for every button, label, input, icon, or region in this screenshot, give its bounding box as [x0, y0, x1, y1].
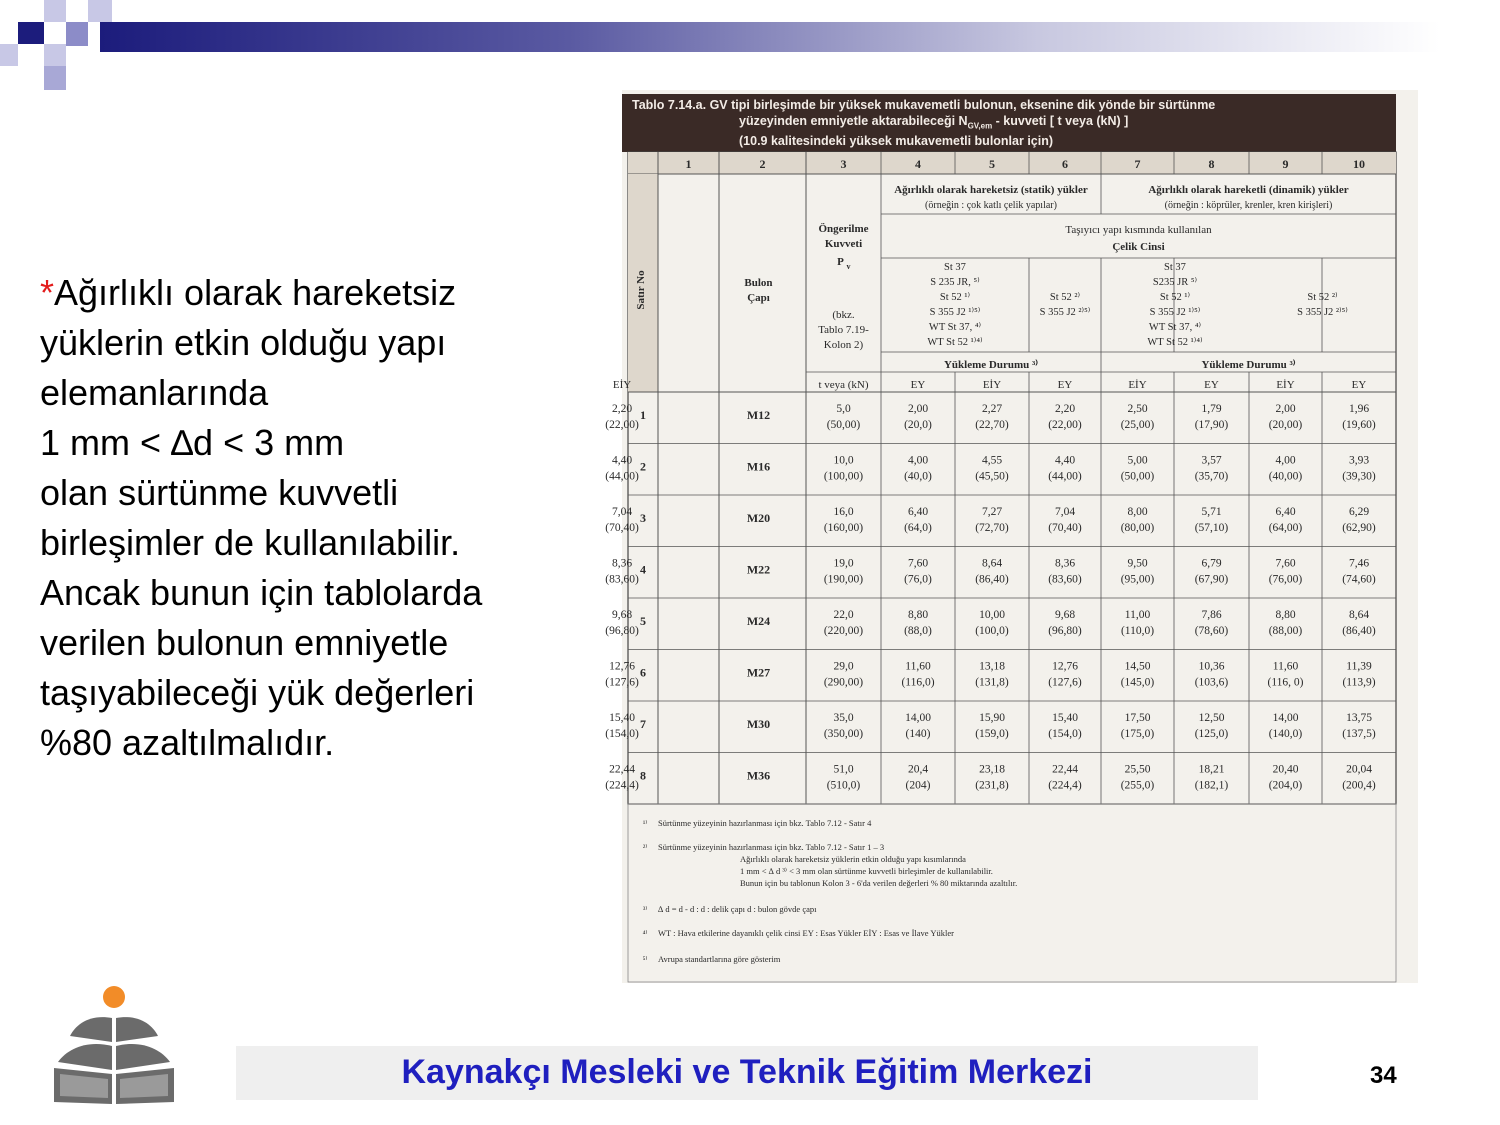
cell-value: 10,00 [979, 609, 1005, 621]
deco-square-light-4 [44, 44, 66, 66]
row-number: 4 [640, 562, 646, 577]
cell-value: 6,40 [907, 506, 929, 518]
cell-value: 3,93 [1348, 454, 1370, 467]
cell-value: 14,00 [905, 712, 931, 724]
cell-value: 4,00 [907, 454, 929, 467]
cell-value-kn: (25,00) [1120, 419, 1155, 431]
yukleme-durumu-dynamic: Yükleme Durumu ³⁾ [1201, 359, 1296, 371]
load-case-label: EY [910, 379, 926, 391]
scanned-table-image [605, 90, 1418, 983]
cell-value-kn: (83,60) [1048, 573, 1082, 586]
cell-value-kn: (88,0) [904, 625, 932, 637]
cell-value: 7,27 [981, 506, 1003, 518]
cell-value: 22,44 [1052, 763, 1078, 776]
cell-value: 2,00 [907, 403, 929, 415]
cell-value: 19,0 [833, 557, 854, 570]
cell-value: 8,00 [1127, 506, 1148, 518]
body-line-7: Ancak bunun için tablolarda [40, 572, 483, 613]
cell-value-kn: (95,00) [1120, 573, 1155, 586]
ongerilme-subscript: v [846, 262, 851, 271]
bolt-size: M30 [746, 717, 771, 731]
steel-grade-static-a: WT St 37, ⁴⁾ [928, 322, 982, 333]
cell-value-kn: (113,9) [1342, 676, 1376, 689]
cell-value: 4,40 [611, 454, 633, 467]
static-group-title: Ağırlıklı olarak hareketsiz (statik) yükler [894, 184, 1088, 196]
cell-value-kn: (22,00) [1048, 419, 1082, 431]
cell-value: 5,00 [1127, 454, 1148, 467]
cell-value-kn: (224,4) [605, 779, 639, 792]
steel-grade-static-b: St 52 ²⁾ [1049, 292, 1081, 303]
cell-value-kn: (20,0) [904, 419, 932, 431]
cell-value: 5,0 [836, 403, 851, 415]
column-number-label: 2 [759, 157, 766, 171]
cell-value: 12,76 [609, 660, 635, 673]
deco-square-mid [66, 22, 88, 46]
cell-value: 25,50 [1124, 763, 1151, 776]
footnote-text: 1 mm < ∆ d ³⁾ < 3 mm olan sürtünme kuvvetli birleşimler de kullanılabilir. [740, 866, 993, 876]
cell-value: 12,50 [1198, 712, 1225, 724]
cell-value: 15,40 [1052, 712, 1078, 724]
footnote-mark: ⁴⁾ [642, 929, 648, 938]
cell-value-kn: (88,00) [1268, 625, 1303, 637]
bolt-size: M27 [746, 665, 771, 680]
cell-value: 14,50 [1124, 660, 1151, 673]
cell-value-kn: (160,00) [823, 522, 864, 534]
bolt-size: M22 [746, 562, 771, 577]
cell-value-kn: (72,70) [975, 522, 1009, 534]
cell-value: 23,18 [979, 763, 1005, 776]
cell-value-kn: (100,0) [975, 625, 1009, 637]
cell-value-kn: (255,0) [1120, 779, 1155, 792]
cell-value: 9,50 [1127, 557, 1148, 570]
bulon-capi-label: Çapı [747, 292, 770, 304]
cell-value: 51,0 [833, 763, 854, 776]
cell-value-kn: (50,00) [826, 419, 861, 431]
footnote-mark: ¹⁾ [642, 819, 648, 828]
cell-value-kn: (175,0) [1120, 728, 1155, 740]
cell-value: 8,36 [1054, 557, 1076, 570]
deco-square-light-1 [44, 0, 66, 22]
body-line-4: 1 mm < ∆d < 3 mm [40, 422, 345, 463]
cell-value-kn: (190,00) [823, 573, 864, 586]
cell-value-kn: (20,00) [1268, 419, 1303, 431]
load-case-label: EY [1351, 379, 1367, 391]
cell-value-kn: (83,60) [605, 573, 639, 586]
bolt-size: M20 [746, 511, 771, 525]
row-number: 6 [640, 665, 646, 680]
cell-value-kn: (290,00) [823, 676, 864, 689]
column-number-label: 3 [840, 157, 847, 171]
steel-grade-static-a: St 52 ¹⁾ [939, 292, 971, 303]
cell-value-kn: (86,40) [975, 573, 1009, 586]
cell-value: 7,04 [1054, 506, 1076, 518]
cell-value: 18,21 [1198, 763, 1225, 776]
cell-value-kn: (39,30) [1342, 470, 1376, 483]
cell-value: 14,00 [1272, 712, 1299, 724]
steel-grade-dynamic-a: WT St 52 ¹⁾⁴⁾ [1147, 337, 1203, 348]
cell-value: 20,04 [1346, 763, 1372, 776]
steel-grade-static-a: S 235 JR, ⁵⁾ [930, 277, 980, 288]
row-number: 8 [640, 768, 646, 783]
bolt-capacity-table [605, 90, 1418, 983]
cell-value: 12,76 [1052, 660, 1078, 673]
footnote-text: WT : Hava etkilerine dayanıklı çelik cinsi EY : Esas Yükler EİY : Esas ve İlave Yükler [658, 928, 954, 938]
steel-grade-dynamic-a: WT St 37, ⁴⁾ [1148, 322, 1202, 333]
cell-value: 2,27 [981, 403, 1003, 415]
cell-value: 1,79 [1201, 403, 1222, 415]
cell-value: 8,36 [611, 557, 633, 570]
cell-value-kn: (125,0) [1194, 728, 1229, 740]
cell-value: 4,00 [1275, 454, 1296, 467]
cell-value: 29,0 [833, 660, 854, 673]
cell-value: 13,75 [1346, 712, 1372, 724]
steel-header: Taşıyıcı yapı kısmında kullanılan [1065, 224, 1212, 236]
footnote-mark: ⁵⁾ [642, 955, 648, 964]
cell-value-kn: (70,40) [1048, 522, 1082, 534]
cell-value-kn: (22,70) [975, 419, 1009, 431]
cell-value: 8,64 [1348, 609, 1370, 621]
cell-value-kn: (131,8) [975, 676, 1009, 689]
column-number-label: 10 [1353, 157, 1365, 171]
footnote-text: Sürtünme yüzeyinin hazırlanması için bkz. Tablo 7.12 - Satır 4 [658, 818, 872, 828]
cell-value-kn: (103,6) [1194, 676, 1229, 689]
deco-square-light-2 [88, 0, 112, 22]
cell-value: 20,40 [1272, 763, 1299, 776]
cell-value: 6,29 [1348, 506, 1370, 518]
bolt-size: M36 [746, 768, 771, 783]
cell-value: 11,60 [1272, 660, 1299, 673]
cell-value: 7,60 [907, 557, 929, 570]
cell-value-kn: (62,90) [1342, 522, 1376, 534]
cell-value: 13,18 [979, 660, 1005, 673]
steel-grade-dynamic-a: St 37 [1164, 262, 1186, 273]
steel-grade-dynamic-a: S235 JR ⁵⁾ [1152, 277, 1198, 288]
cell-value: 3,57 [1201, 454, 1222, 467]
cell-value: 16,0 [833, 506, 854, 518]
cell-value: 6,79 [1201, 557, 1222, 570]
cell-value: 7,86 [1201, 609, 1222, 621]
footnote-text: ∆ d = d - d : d : delik çapı d : bulon gövde çapı [658, 904, 817, 914]
cell-value-kn: (200,4) [1342, 779, 1376, 792]
table-title-line-3: (10.9 kalitesindeki yüksek mukavemetli bulonlar için) [739, 133, 1054, 148]
cell-value-kn: (19,60) [1342, 419, 1376, 431]
institution-logo-icon [50, 984, 180, 1108]
column-number-label: 7 [1134, 157, 1141, 171]
cell-value-kn: (231,8) [975, 779, 1009, 792]
cell-value-kn: (22,00) [605, 419, 639, 431]
cell-value-kn: (35,70) [1194, 470, 1229, 483]
cell-value-kn: (57,10) [1194, 522, 1229, 534]
cell-value: 2,50 [1127, 403, 1148, 415]
yukleme-durumu-static: Yükleme Durumu ³⁾ [943, 359, 1039, 371]
cell-value: 15,90 [979, 712, 1005, 724]
footnote-text: Sürtünme yüzeyinin hazırlanması için bkz. Tablo 7.12 - Satır 1 – 3 [658, 842, 885, 852]
body-line-5: olan sürtünme kuvvetli [40, 472, 399, 513]
body-line-1: *Ağırlıklı olarak hareketsiz [40, 272, 457, 313]
body-line-8: verilen bulonun emniyetle [40, 622, 449, 663]
cell-value-kn: (50,00) [1120, 470, 1155, 483]
bolt-size: M12 [746, 408, 771, 422]
cell-value-kn: (64,0) [904, 522, 932, 534]
cell-value-kn: (44,00) [1048, 470, 1082, 483]
column-number-band [628, 152, 1396, 174]
cell-value: 8,80 [1275, 609, 1296, 621]
steel-grade-dynamic-a: St 52 ¹⁾ [1159, 292, 1191, 303]
body-line-6: birleşimler de kullanılabilir. [40, 522, 461, 563]
cell-value: 2,20 [611, 403, 633, 415]
cell-value: 2,20 [1054, 403, 1076, 415]
cell-value-kn: (145,0) [1120, 676, 1155, 689]
static-group-example: (örneğin : çok katlı çelik yapılar) [925, 200, 1057, 211]
bolt-size: M16 [746, 459, 771, 474]
cell-value-kn: (76,0) [904, 573, 932, 586]
row-number: 2 [640, 459, 646, 474]
dynamic-group-title: Ağırlıklı olarak hareketli (dinamik) yükler [1148, 184, 1349, 196]
steel-grade-static-a: S 355 J2 ¹⁾⁵⁾ [929, 307, 981, 318]
cell-value: 4,55 [981, 454, 1003, 467]
cell-value-kn: (70,40) [605, 522, 639, 534]
cell-value-kn: (127,6) [1048, 676, 1082, 689]
cell-value-kn: (96,80) [1048, 625, 1082, 637]
column-number-label: 4 [915, 157, 921, 171]
top-gradient-bar [100, 22, 1440, 52]
steel-grade-dynamic-b: St 52 ²⁾ [1307, 292, 1338, 303]
cell-value: 9,68 [611, 609, 633, 621]
cell-value: 8,64 [981, 557, 1003, 570]
body-line-3: elemanlarında [40, 372, 269, 413]
load-case-label: EİY [1276, 379, 1295, 391]
cell-value-kn: (110,0) [1120, 625, 1155, 637]
footnote-text: Ağırlıklı olarak hareketsiz yüklerin etkin olduğu yapı kısımlarında [740, 854, 966, 864]
cell-value-kn: (204) [905, 779, 931, 792]
steel-grade-dynamic-a: S 355 J2 ¹⁾⁵⁾ [1149, 307, 1201, 318]
cell-value-kn: (159,0) [975, 728, 1009, 740]
footnote-text: Bunun için bu tablonun Kolon 3 - 6'da verilen değerleri % 80 miktarında azaltılır. [740, 878, 1018, 888]
cell-value-kn: (350,00) [823, 728, 864, 740]
cell-value-kn: (86,40) [1342, 625, 1376, 637]
deco-square-dark [18, 22, 44, 44]
unit-label: t veya (kN) [818, 379, 869, 391]
ongerilme-ref: Tablo 7.19- [818, 324, 869, 336]
cell-value: 1,96 [1348, 403, 1370, 415]
column-number-label: 5 [989, 157, 995, 171]
cell-value-kn: (224,4) [1048, 779, 1082, 792]
table-title-line-2: yüzeyinden emniyetle aktarabileceği $N_{GV,em}$ - kuvveti [ t veya (kN) ] [739, 113, 1129, 130]
deco-square-light-5 [44, 66, 66, 90]
body-line-10: %80 azaltılmalıdır. [40, 722, 335, 763]
cell-value-kn: (80,00) [1120, 522, 1155, 534]
dynamic-group-example: (örneğin : köprüler, krenler, kren kirişleri) [1164, 200, 1333, 211]
steel-grade-static-a: WT St 52 ¹⁾⁴⁾ [927, 337, 983, 348]
cell-value: 11,39 [1346, 660, 1372, 673]
load-case-label: EİY [612, 379, 632, 391]
ongerilme-ref: Kolon 2) [823, 339, 864, 351]
cell-value-kn: (100,00) [823, 470, 864, 483]
footnote-mark: ²⁾ [642, 843, 648, 852]
page-number: 34 [1370, 1062, 1397, 1089]
cell-value: 6,40 [1275, 506, 1296, 518]
cell-value-kn: (45,50) [975, 470, 1009, 483]
steel-grade-dynamic-b: S 355 J2 ²⁾⁵⁾ [1297, 307, 1348, 318]
cell-value-kn: (40,00) [1268, 470, 1303, 483]
cell-value-kn: (116, 0) [1267, 676, 1304, 689]
cell-value: 10,0 [833, 454, 854, 467]
cell-value: 8,80 [907, 609, 929, 621]
cell-value-kn: (78,60) [1194, 625, 1229, 637]
column-number-label: 8 [1208, 157, 1215, 171]
column-number-label: 6 [1062, 157, 1068, 171]
cell-value-kn: (44,00) [605, 470, 639, 483]
steel-grade-static-a: St 37 [944, 262, 966, 273]
cell-value: 17,50 [1124, 712, 1151, 724]
cell-value: 20,4 [907, 763, 929, 776]
cell-value: 9,68 [1054, 609, 1076, 621]
cell-value-kn: (74,60) [1342, 573, 1376, 586]
cell-value: 15,40 [609, 712, 635, 724]
row-number: 3 [640, 511, 646, 525]
cell-value: 7,60 [1275, 557, 1296, 570]
cell-value-kn: (510,0) [826, 779, 861, 792]
cell-value-kn: (76,00) [1268, 573, 1303, 586]
cell-value-kn: (204,0) [1268, 779, 1303, 792]
cell-value-kn: (64,00) [1268, 522, 1303, 534]
row-number: 5 [640, 614, 646, 628]
steel-grade-static-b: S 355 J2 ²⁾⁵⁾ [1039, 307, 1091, 318]
steel-header-title: Çelik Cinsi [1112, 241, 1165, 253]
row-number: 7 [640, 717, 646, 731]
cell-value-kn: (17,90) [1194, 419, 1229, 431]
cell-value: 22,44 [609, 763, 635, 776]
cell-value-kn: (67,90) [1194, 573, 1229, 586]
cell-value-kn: (220,00) [823, 625, 864, 637]
cell-value-kn: (140) [905, 728, 931, 740]
cell-value: 11,60 [905, 660, 931, 673]
load-case-label: EY [1204, 379, 1219, 391]
cell-value: 7,46 [1348, 557, 1370, 570]
cell-value: 4,40 [1054, 454, 1076, 467]
cell-value-kn: (40,0) [904, 470, 932, 483]
cell-value-kn: (96,80) [605, 625, 639, 637]
column-number-label: 9 [1282, 157, 1289, 171]
cell-value: 35,0 [833, 712, 854, 724]
row-number: 1 [640, 408, 646, 422]
body-line-2: yüklerin etkin olduğu yapı [40, 322, 447, 363]
red-asterisk: * [40, 272, 55, 313]
cell-value: 2,00 [1275, 403, 1296, 415]
load-case-label: EİY [982, 379, 1002, 391]
cell-value-kn: (127,6) [605, 676, 639, 689]
ongerilme-label: Kuvveti [824, 238, 863, 250]
cell-value-kn: (154,0) [1048, 728, 1082, 740]
cell-value-kn: (137,5) [1342, 728, 1376, 740]
cell-value-kn: (116,0) [901, 676, 935, 689]
footer-institution-name: Kaynakçı Mesleki ve Teknik Eğitim Merkezi [401, 1053, 1093, 1091]
cell-value-kn: (182,1) [1194, 779, 1229, 792]
table-title-line-1: Tablo 7.14.a. GV tipi birleşimde bir yüksek mukavemetli bulonun, eksenine dik yönde bir sürtünme [632, 98, 1216, 112]
cell-value-kn: (140,0) [1268, 728, 1303, 740]
cell-value: 10,36 [1198, 660, 1225, 673]
bolt-size: M24 [746, 614, 771, 628]
bulon-capi-label: Bulon [744, 277, 773, 289]
cell-value: 11,00 [1124, 609, 1151, 621]
cell-value: 22,0 [833, 609, 854, 621]
ongerilme-label: Öngerilme [818, 223, 869, 235]
satir-no-label: Satır No [635, 270, 647, 310]
cell-value: 7,04 [611, 506, 633, 518]
deco-square-light-3 [0, 44, 18, 66]
cell-value-kn: (154,0) [605, 728, 639, 740]
load-case-label: EİY [1128, 379, 1147, 391]
body-text [40, 268, 600, 768]
load-case-label: EY [1057, 379, 1073, 391]
cell-value: 5,71 [1201, 506, 1222, 518]
footnote-text: Avrupa standartlarına göre gösterim [658, 954, 781, 964]
ongerilme-symbol: P [837, 256, 844, 268]
column-number-label: 1 [685, 157, 692, 171]
ongerilme-ref: (bkz. [832, 309, 855, 321]
body-line-9: taşıyabileceği yük değerleri [40, 672, 475, 713]
footnote-mark: ³⁾ [642, 905, 648, 914]
